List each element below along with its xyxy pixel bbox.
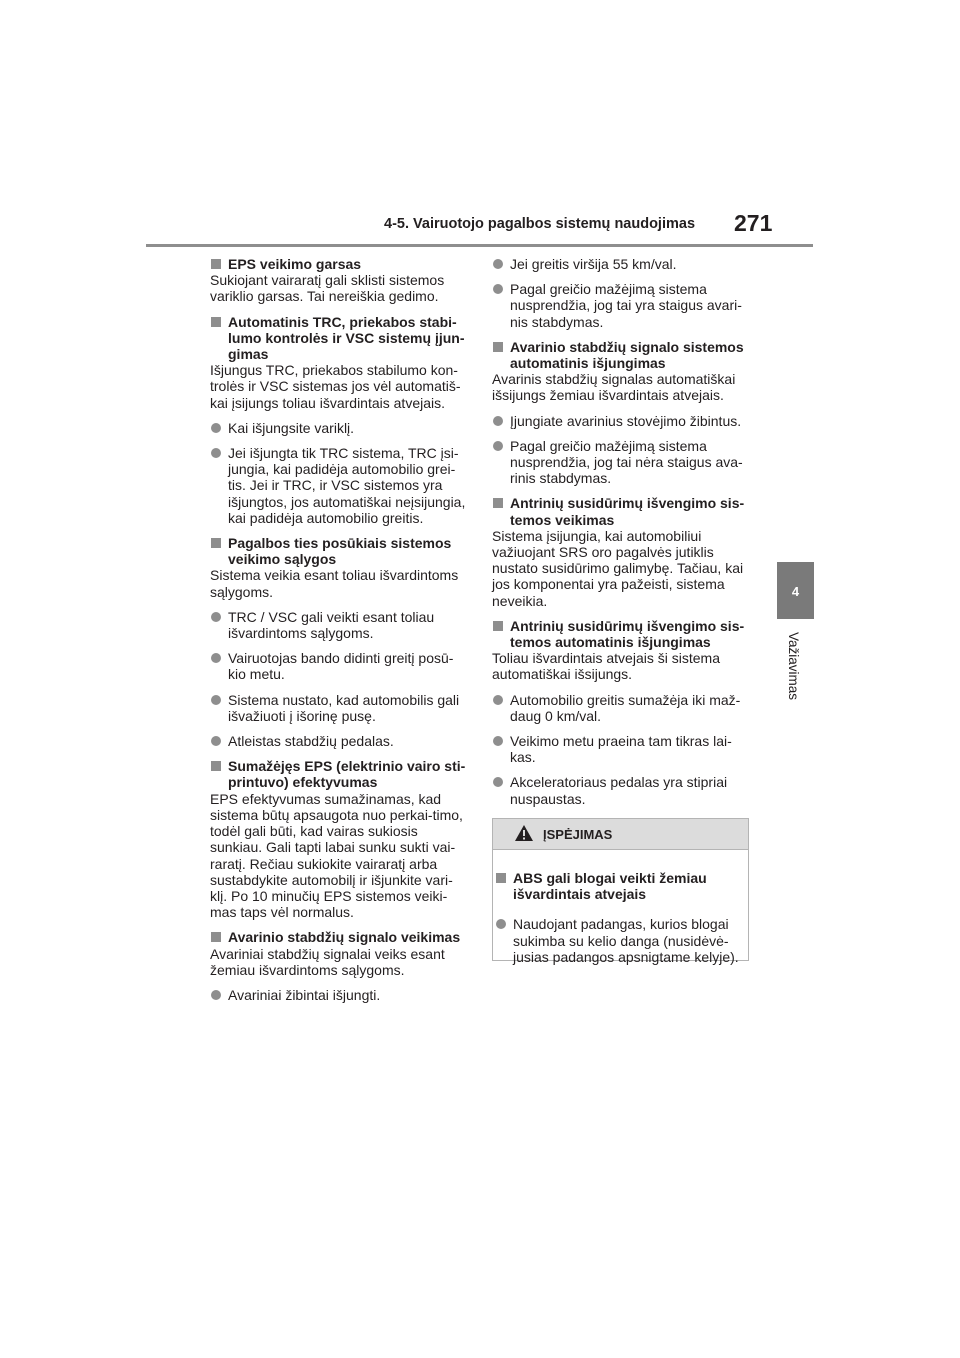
chapter-label: Važiavimas <box>786 632 801 701</box>
text-body: Sistema veikia esant toliau išvardintoms sąlygoms. <box>210 567 459 600</box>
text-bullet: Įjungiate avarinius stovėjimo žibintus. <box>492 413 750 429</box>
header-title: 4-5. Vairuotojo pagalbos sistemų naudojimas <box>384 216 696 232</box>
text-body: Avariniai stabdžių signalai veiks esant žemiau išvardintoms sąlygoms. <box>210 945 445 978</box>
warning-box <box>492 818 749 965</box>
text-heading: Antrinių susidūrimų išvengimo sis-temos automatinis išjungimas <box>492 618 750 650</box>
text-heading: Pagalbos ties posūkiais sistemos veikimo sąlygos <box>210 535 468 567</box>
text-body: Sukiojant vairaratį gali sklisti sistemos variklio garsas. Tai nereiškia gedimo. <box>210 272 445 305</box>
text-bullet: Kai išjungsite variklį. <box>210 420 468 436</box>
text-bullet: Pagal greičio mažėjimą sistema nusprendžia, jog tai yra staigus avari-nis stabdymas. <box>492 281 750 330</box>
text-bullet: Jei greitis viršija 55 km/val. <box>492 256 750 272</box>
text-bullet: Jei išjungta tik TRC sistema, TRC įsi-jungia, kai padidėja automobilio grei-tis. Jei ir TRC, ir VSC sistemos yra išjungtos, jos automatiškai neįsijungia, kai padidėja automobilio greitis. <box>210 445 468 526</box>
left-column <box>210 256 468 1012</box>
warning-body <box>493 850 748 965</box>
text-heading: Automatinis TRC, priekabos stabi-lumo kontrolės ir VSC sistemų įjun-gimas <box>210 314 468 363</box>
text-heading: Sumažėjęs EPS (elektrinio vairo sti-printuvo) efektyvumas <box>210 758 468 790</box>
chapter-tab <box>777 562 814 619</box>
text-bullet: TRC / VSC gali veikti esant toliau išvardintoms sąlygoms. <box>210 609 468 641</box>
warning-bullet: Naudojant padangas, kurios blogai sukimba su kelio danga (nusidėvė-jusias padangos apsnigtame kelyje). <box>495 916 748 965</box>
text-body: Avarinis stabdžių signalas automatiškai išsijungs žemiau išvardintais atvejais. <box>492 371 736 404</box>
text-heading: EPS veikimo garsas <box>210 256 468 272</box>
text-heading: Avarinio stabdžių signalo veikimas <box>210 929 468 945</box>
text-bullet: Vairuotojas bando didinti greitį posū-kio metu. <box>210 650 468 682</box>
text-heading: Avarinio stabdžių signalo sistemos automatinis išjungimas <box>492 339 750 371</box>
text-bullet: Avariniai žibintai išjungti. <box>210 987 468 1003</box>
text-body: Toliau išvardintais atvejais ši sistema automatiškai išsijungs. <box>492 650 720 683</box>
text-bullet: Akceleratoriaus pedalas yra stipriai nuspaustas. <box>492 774 750 806</box>
text-bullet: Pagal greičio mažėjimą sistema nusprendžia, jog tai nėra staigus ava-rinis stabdymas. <box>492 438 750 487</box>
text-body: EPS efektyvumas sumažinamas, kad sistema būtų apsaugota nuo perkai-timo, todėl gali būti, kad vairas sukiosis sunkiau. Gali tapti labai sunku sukti vai-raratį. Rečiau sukiokite vairaratį arba sustabdykite automobilį ir išjunkite vari-klį. Po 10 minučių EPS sistemos veiki-mas taps vėl normalus. <box>210 790 463 921</box>
right-column <box>492 256 750 816</box>
warning-triangle-icon <box>514 824 534 842</box>
text-bullet: Automobilio greitis sumažėja iki maž-daug 0 km/val. <box>492 692 750 724</box>
page-number: 271 <box>734 210 773 236</box>
text-body: Išjungus TRC, priekabos stabilumo kon-trolės ir VSC sistemas jos vėl automatiš-kai įsijungs toliau išvardintais atvejais. <box>210 362 461 411</box>
header-divider <box>146 244 813 247</box>
warning-header <box>493 819 748 850</box>
text-bullet: Sistema nustato, kad automobilis gali išvažiuoti į išorinę pusę. <box>210 692 468 724</box>
chapter-number: 4 <box>791 584 800 599</box>
text-bullet: Veikimo metu praeina tam tikras lai-kas. <box>492 733 750 765</box>
warning-title: ĮSPĖJIMAS <box>543 827 613 842</box>
text-bullet: Atleistas stabdžių pedalas. <box>210 733 468 749</box>
text-body: Sistema įsijungia, kai automobiliui važiuojant SRS oro pagalvės jutiklis nustato susidūrimo galimybę. Tačiau, kai jos komponentai yra pažeisti, sistema neveikia. <box>492 527 744 609</box>
warning-heading: ABS gali blogai veikti žemiau išvardintais atvejais <box>495 870 748 902</box>
text-heading: Antrinių susidūrimų išvengimo sis-temos veikimas <box>492 495 750 527</box>
